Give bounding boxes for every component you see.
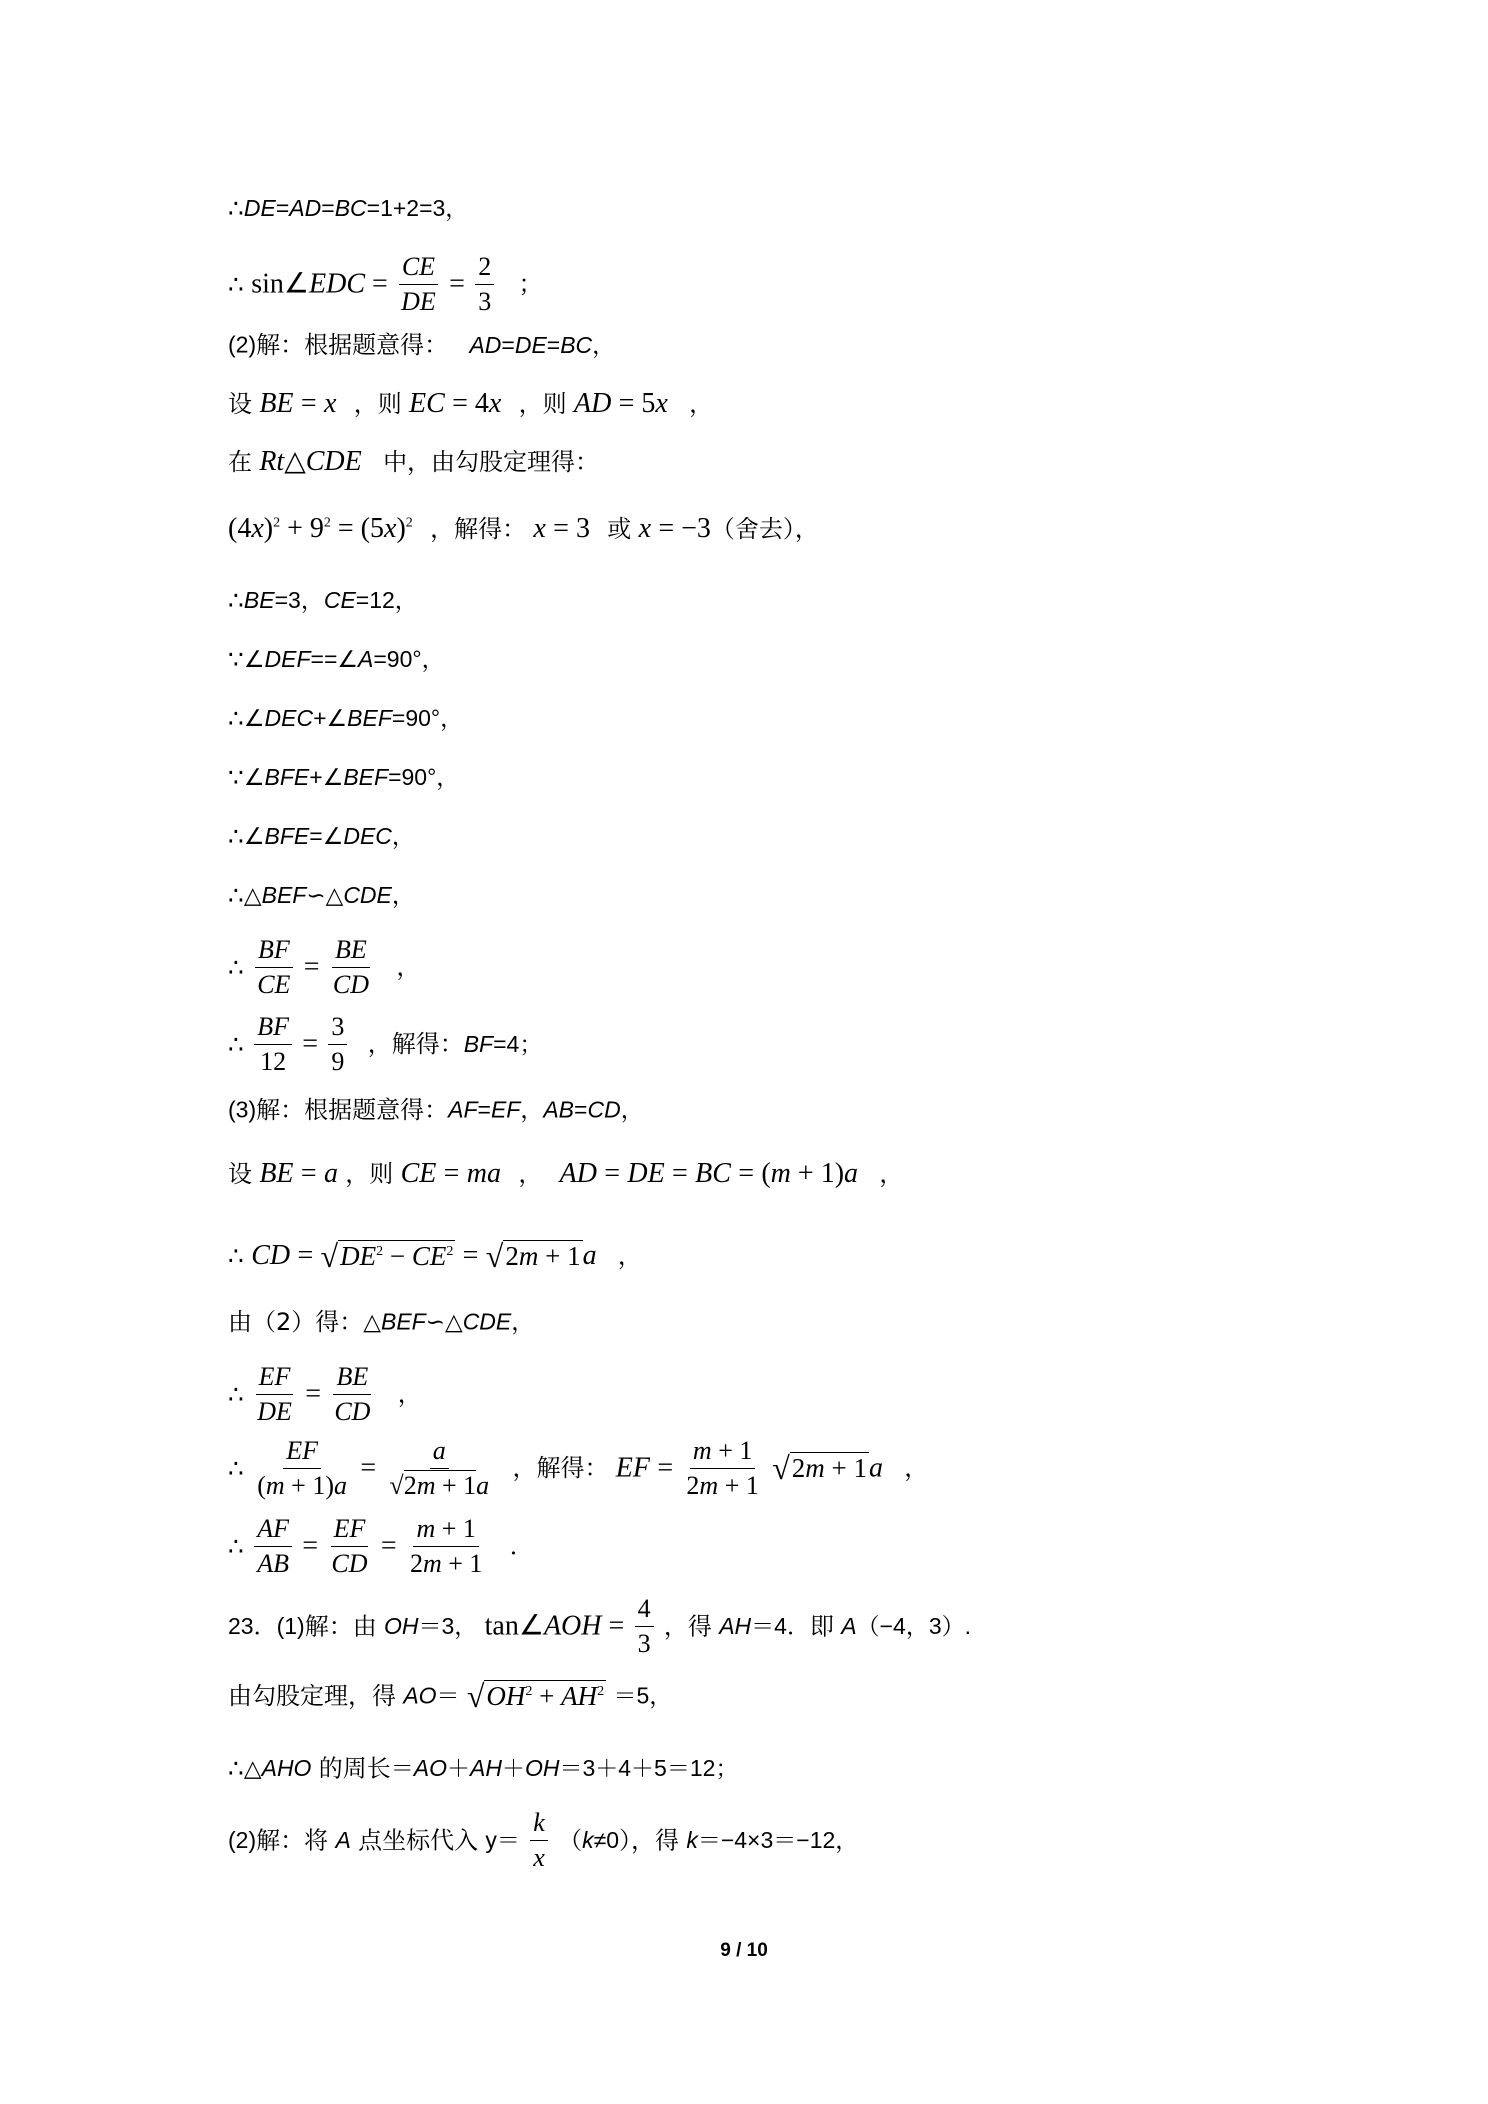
solution-line-11: ∴∠BFE=∠DEC， <box>228 822 415 851</box>
page-number: 9 / 10 <box>720 1940 768 1961</box>
solution-line-9: ∴∠DEC+∠BEF=90°， <box>228 704 464 733</box>
solution-line-21: ∴ $\frac{AF}{AB}$ = $\frac{EF}{CD}$ = $\frac{m + 1}{2m + 1}$ ． <box>228 1514 534 1578</box>
solution-line-4: 设 BE = x ，则 EC = 4x ，则 AD = 5x ， <box>228 388 714 419</box>
solution-line-25: (2)解：将 A 点坐标代入 y＝ $\frac{k}{x}$ （k≠0），得 k＝−4×3＝−12， <box>228 1808 859 1872</box>
solution-line-16: 设 BE = a ，则 CE = ma ， AD = DE = BC = (m + 1)a ， <box>228 1158 904 1189</box>
solution-line-10: ∵∠BFE+∠BEF=90°， <box>228 763 460 792</box>
solution-line-12: ∴△BEF∽△CDE， <box>228 881 415 910</box>
solution-line-8: ∵∠DEF==∠A=90°， <box>228 645 445 674</box>
solution-line-2: ∴ sin∠EDC = $\frac{CE}{DE}$ = $\frac{2}{3}$ ； <box>228 252 543 316</box>
solution-line-13: ∴ $\frac{BF}{CE}$ = $\frac{BE}{CD}$ ， <box>228 935 421 999</box>
solution-line-7: ∴BE=3，CE=12， <box>228 586 418 615</box>
solution-line-22: 23．(1)解：由 OH＝3， tan∠AOH = $\frac{4}{3}$ ，得 AH＝4．即 A（−4，3）. <box>228 1594 972 1658</box>
solution-line-1: ∴DE=AD=BC=1+2=3， <box>228 194 469 223</box>
solution-line-23: 由勾股定理，得 AO＝ √ $OH^2 + AH^2$ ＝5， <box>228 1678 673 1714</box>
solution-line-6: $(4x)^2 + 9^2 = (5x)^2$ ，解得： x = 3 或 x = −3（舍去）， <box>228 513 819 544</box>
solution-line-19: ∴ $\frac{EF}{DE}$ = $\frac{BE}{CD}$ ， <box>228 1362 422 1426</box>
solution-line-18: 由（2）得：△BEF∽△CDE， <box>228 1308 535 1336</box>
solution-line-24: ∴△AHO 的周长＝AO＋AH＋OH＝3＋4＋5＝12； <box>228 1754 739 1783</box>
solution-line-15: (3)解：根据题意得：AF=EF，AB=CD， <box>228 1096 644 1124</box>
solution-line-20: ∴ $\frac{EF}{(m + 1)a}$ = $\frac{a}{√2m + 1a}$ ，解得： EF = $\frac{m + 1}{2m + 1}$ √ 2m + 1 a ， <box>228 1436 929 1500</box>
solution-line-14: ∴ $\frac{BF}{12}$ = $\frac{3}{9}$ ，解得：BF=4； <box>228 1012 543 1076</box>
solution-line-5: 在 Rt△CDE 中，由勾股定理得： <box>228 446 600 477</box>
solution-line-3: (2)解：根据题意得： AD=DE=BC， <box>228 331 616 359</box>
solution-line-17: ∴ CD = √ $DE^2 - CE^2$ = √ 2m + 1 a ， <box>228 1238 642 1274</box>
